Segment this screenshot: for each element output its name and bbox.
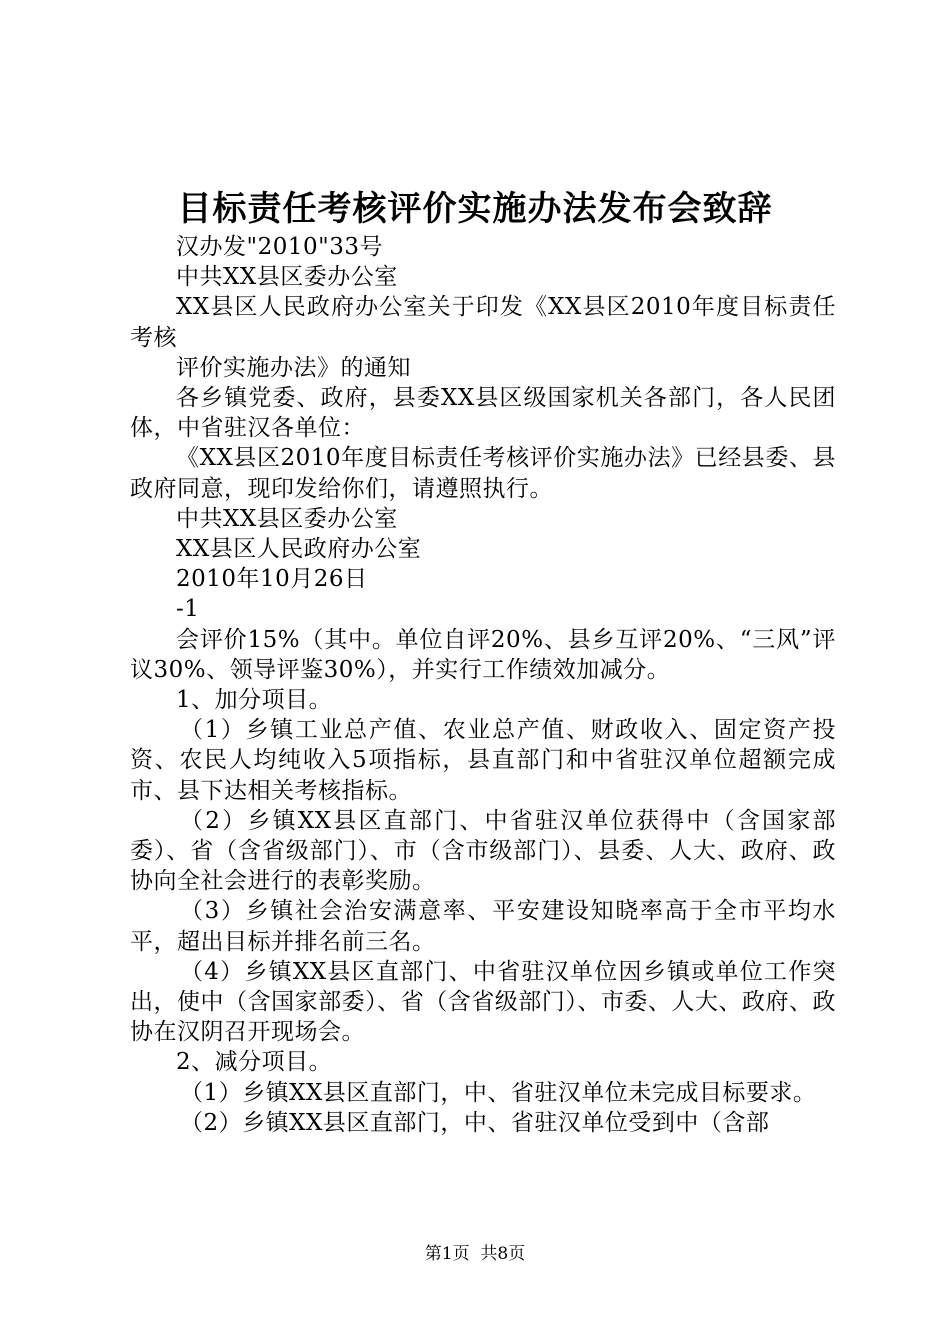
list-item: （1）乡镇XX县区直部门，中、省驻汉单位未完成目标要求。 — [180, 1079, 817, 1106]
section-heading-deduction: 2、减分项目。 — [176, 1049, 333, 1076]
list-item: （2）乡镇XX县区直部门，中、省驻汉单位受到中（含部 — [180, 1109, 770, 1136]
issuer-line: 中共XX县区委办公室 — [176, 264, 398, 291]
list-item: （1）乡镇工业总产值、农业总产值、财政收入、固定资产投资、农民人均纯收入5项指标，县直部门和中省驻汉单位超额完成市、县下达相关考核指标。 — [130, 717, 836, 804]
list-item: （2）乡镇XX县区直部门、中省驻汉单位获得中（含国家部委）、省（含省级部门）、市（含市级部门）、县委、人大、政府、政协向全社会进行的表彰奖励。 — [130, 807, 836, 895]
notice-body-paragraph: 《XX县区2010年度目标责任考核评价实施办法》已经县委、县政府同意，现印发给你们，请遵照执行。 — [130, 445, 836, 502]
doc-number: 汉办发"2010"33号 — [176, 234, 383, 260]
document-body — [130, 232, 836, 1138]
section-marker: -1 — [176, 596, 200, 623]
page-number-footer: 第1页 共8页 — [424, 1244, 526, 1264]
section-heading-bonus: 1、加分项目。 — [176, 687, 333, 714]
notice-subject-line: XX县区人民政府办公室关于印发《XX县区2010年度目标责任考核 — [130, 294, 836, 351]
body-paragraph: 会评价15%（其中。单位自评20%、县乡互评20%、“三风”评议30%、领导评鉴30%），并实行工作绩效加减分。 — [130, 626, 836, 683]
recipients-paragraph: 各乡镇党委、政府，县委XX县区级国家机关各部门，各人民团体，中省驻汉各单位： — [130, 385, 836, 442]
signature-date: 2010年10月26日 — [176, 566, 368, 593]
signature-office-1: 中共XX县区委办公室 — [176, 505, 398, 532]
list-item: （3）乡镇社会治安满意率、平安建设知晓率高于全市平均水平，超出目标并排名前三名。 — [130, 898, 836, 955]
signature-office-2: XX县区人民政府办公室 — [176, 536, 422, 563]
notice-subject-continued: 评价实施办法》的通知 — [176, 354, 411, 381]
list-item: （4）乡镇XX县区直部门、中省驻汉单位因乡镇或单位工作突出，使中（含国家部委）、省（含省级部门）、市委、人大、政府、政协在汉阴召开现场会。 — [130, 958, 836, 1046]
document-title: 目标责任考核评价实施办法发布会致辞 — [177, 189, 773, 229]
